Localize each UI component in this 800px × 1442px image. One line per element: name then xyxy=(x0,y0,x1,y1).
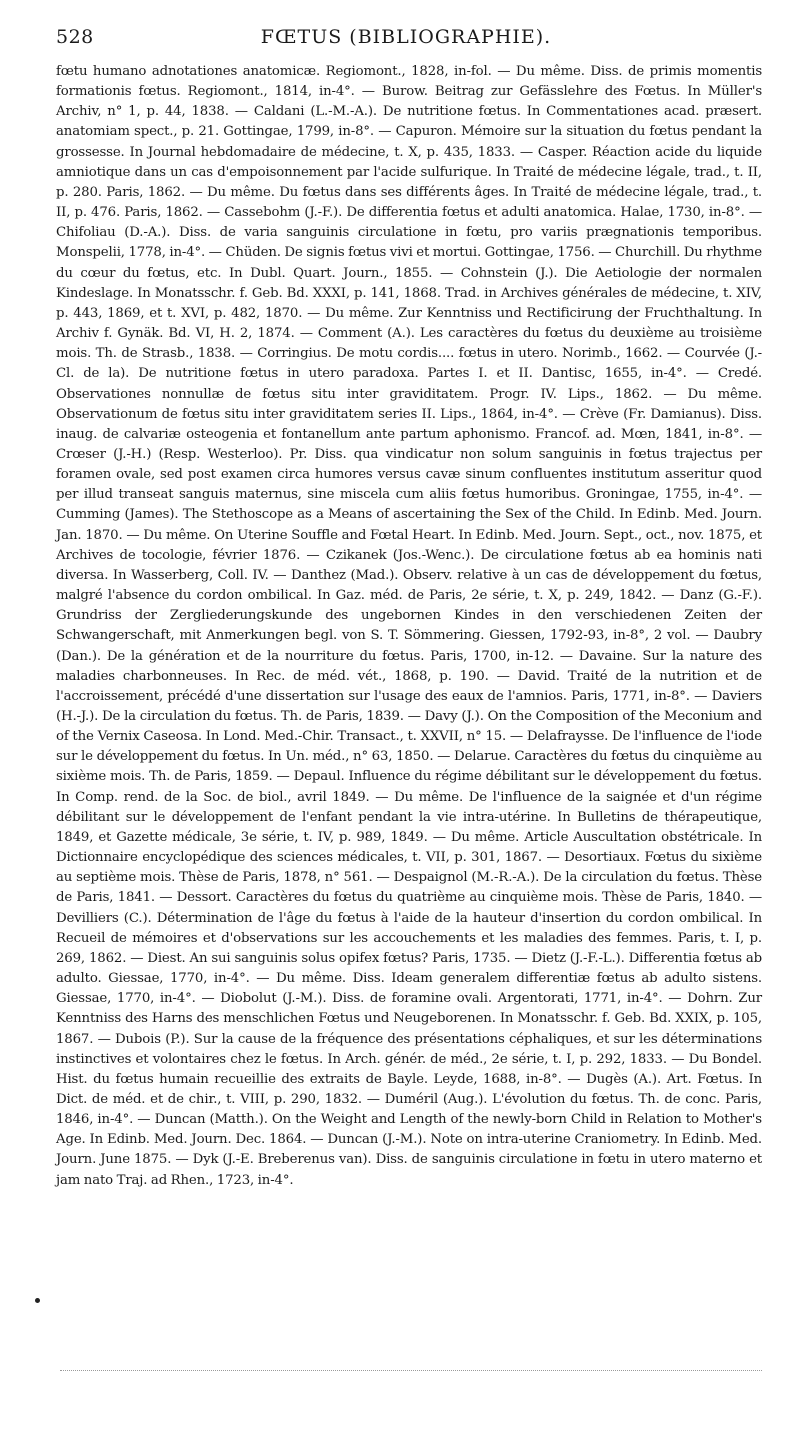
page-number: 528 xyxy=(56,26,94,48)
bibliography-paragraph: fœtu humano adnotationes anatomicæ. Regiomont., 1828, in-fol. — Du même. Diss. de primis momentis formationis fœtus. Regiomont., 1814, in-4°. — Burow. Beitrag zur Gefässlehre des Fœtus. In Müller's Archiv, n° 1, p. 44, 1838. — Caldani (L.-M.-A.). De nutritione fœtus. In Commentationes acad. præsert. anatomiam spect., p. 21. Gottingae, 1799, in-8°. — Capuron. Mémoire sur la situation du fœtus pendant la grossesse. In Journal hebdomadaire de médecine, t. X, p. 435, 1833. — Casper. Réaction acide du liquide amniotique dans un cas d'empoisonnement par l'acide sulfurique. In Traité de médecine légale, trad., t. II, p. 280. Paris, 1862. — Du même. Du fœtus dans ses différents âges. In Traité de médecine légale, trad., t. II, p. 476. Paris, 1862. — Cassebohm (J.-F.). De differentia fœtus et adulti anatomica. Halae, 1730, in-8°. — Chifoliau (D.-A.). Diss. de varia sanguinis circulatione in fœtu, pro variis prægnationis temporibus. Monspelii, 1778, in-4°. — Chüden. De signis fœtus vivi et mortui. Gottingae, 1756. — Churchill. Du rhythme du cœur du fœtus, etc. In Dubl. Quart. Journ., 1855. — Cohnstein (J.). Die Aetiologie der normalen Kindeslage. In Monatsschr. f. Geb. Bd. XXXI, p. 141, 1868. Trad. in Archives générales de médecine, t. XIV, p. 443, 1869, et t. XVI, p. 482, 1870. — Du même. Zur Kenntniss und Rectificirung der Fruchthaltung. In Archiv f. Gynäk. Bd. VI, H. 2, 1874. — Comment (A.). Les caractères du fœtus du deuxième au troisième mois. Th. de Strasb., 1838. — Corringius. De motu cordis.... fœtus in utero. Norimb., 1662. — Courvée (J.-Cl. de la). De nutritione fœtus in utero paradoxa. Partes I. et II. Dantisc, 1655, in-4°. — Credé. Observationes nonnullæ de fœtus situ inter graviditatem. Progr. IV. Lips., 1862. — Du même. Observationum de fœtus situ inter graviditatem series II. Lips., 1864, in-4°. — Crève (Fr. Damianus). Diss. inaug. de calvariæ osteogenia et fontanellum ante partum aphonismo. Francof. ad. Mœn, 1841, in-8°. — Crœser (J.-H.) (Resp. Westerloo). Pr. Diss. qua vindicatur non solum sanguinis in fœtus trajectus per foramen ovale, sed post examen circa humores versus cavæ sinum confluentes institutum asseritur quod per illud transeat sanguis maternus, sine miscela cum aliis fœtus humoribus. Groningae, 1755, in-4°. — Cumming (James). The Stethoscope as a Means of ascertaining the Sex of the Child. In Edinb. Med. Journ. Jan. 1870. — Du même. On Uterine Souffle and Fœtal Heart. In Edinb. Med. Journ. Sept., oct., nov. 1875, et Archives de tocologie, février 1876. — Czikanek (Jos.-Wenc.). De circulatione fœtus ab ea hominis nati diversa. In Wasserberg, Coll. IV. — Danthez (Mad.). Observ. relative à un cas de développement du fœtus, malgré l'absence du cordon ombilical. In Gaz. méd. de Paris, 2e série, t. X, p. 249, 1842. — Danz (G.-F.). Grundriss der Zergliederungskunde des ungebornen Kindes in den verschiedenen Zeiten der Schwangerschaft, mit Anmerkungen begl. von S. T. Sömmering. Giessen, 1792-93, in-8°, 2 vol. — Daubry (Dan.). De la génération et de la nourriture du fœtus. Paris, 1700, in-12. — Davaine. Sur la nature des maladies charbonneuses. In Rec. de méd. vét., 1868, p. 190. — David. Traité de la nutrition et de l'accroissement, précédé d'une dissertation sur l'usage des eaux de l'amnios. Paris, 1771, in-8°. — Daviers (H.-J.). De la circulation du fœtus. Th. de Paris, 1839. — Davy (J.). On the Composition of the Meconium and of the Vernix Caseosa. In Lond. Med.-Chir. Transact., t. XXVII, n° 15. — Delafraysse. De l'influence de l'iode sur le développement du fœtus. In Un. méd., n° 63, 1850. — Delarue. Caractères du fœtus du cinquième au sixième mois. Th. de Paris, 1859. — Depaul. Influence du régime débilitant sur le développement du fœtus. In Comp. rend. de la Soc. de biol., avril 1849. — Du même. De l'influence de la saignée et d'un régime débilitant sur le développement de l'enfant pendant la vie intra-utérine. In Bulletins de thérapeutique, 1849, et Gazette médicale, 3e série, t. IV, p. 989, 1849. — Du même. Article Auscultation obstétricale. In Dictionnaire encyclopédique des sciences médicales, t. VII, p. 301, 1867. — Desortiaux. Fœtus du sixième au septième mois. Thèse de Paris, 1878, n° 561. — Despaignol (M.-R.-A.). De la circulation du fœtus. Thèse de Paris, 1841. — Dessort. Caractères du fœtus du quatrième au cinquième mois. Thèse de Paris, 1840. — Devilliers (C.). Détermination de l'âge du fœtus à l'aide de la hauteur d'insertion du cordon ombilical. In Recueil de mémoires et d'observations sur les accouchements et les maladies des femmes. Paris, t. I, p. 269, 1862. — Diest. An sui sanguinis solus opifex fœtus? Paris, 1735. — Dietz (J.-F.-L.). Differentia fœtus ab adulto. Giessae, 1770, in-4°. — Du même. Diss. Ideam generalem differentiæ fœtus ab adulto sistens. Giessae, 1770, in-4°. — Diobolut (J.-M.). Diss. de foramine ovali. Argentorati, 1771, in-4°. — Dohrn. Zur Kenntniss des Harns des menschlichen Fœtus und Neugeborenen. In Monatsschr. f. Geb. Bd. XXIX, p. 105, 1867. — Dubois (P.). Sur la cause de la fréquence des présentations céphaliques, et sur les déterminations instinctives et volontaires chez le fœtus. In Arch. génér. de méd., 2e série, t. I, p. 292, 1833. — Du Bondel. Hist. du fœtus humain recueillie des extraits de Bayle. Leyde, 1688, in-8°. — Dugès (A.). Art. Fœtus. In Dict. de méd. et de chir., t. VIII, p. 290, 1832. — Duméril (Aug.). L'évolution du fœtus. Th. de conc. Paris, 1846, in-4°. — Duncan (Matth.). On the Weight and Length of the newly-born Child in Relation to Mother's Age. In Edinb. Med. Journ. Dec. 1864. — Duncan (J.-M.). Note on intra-uterine Craniometry. In Edinb. Med. Journ. June 1875. — Dyk (J.-E. Breberenus van). Diss. de sanguinis circulatione in fœtu in utero materno et jam nato Traj. ad Rhen., 1723, in-4°. xyxy=(56,64,762,1188)
page-header xyxy=(56,26,756,56)
bottom-dotted-rule xyxy=(60,1370,762,1371)
bibliography-body xyxy=(56,62,762,1191)
margin-dot xyxy=(35,1298,40,1303)
running-title: FŒTUS (BIBLIOGRAPHIE). xyxy=(260,26,552,48)
